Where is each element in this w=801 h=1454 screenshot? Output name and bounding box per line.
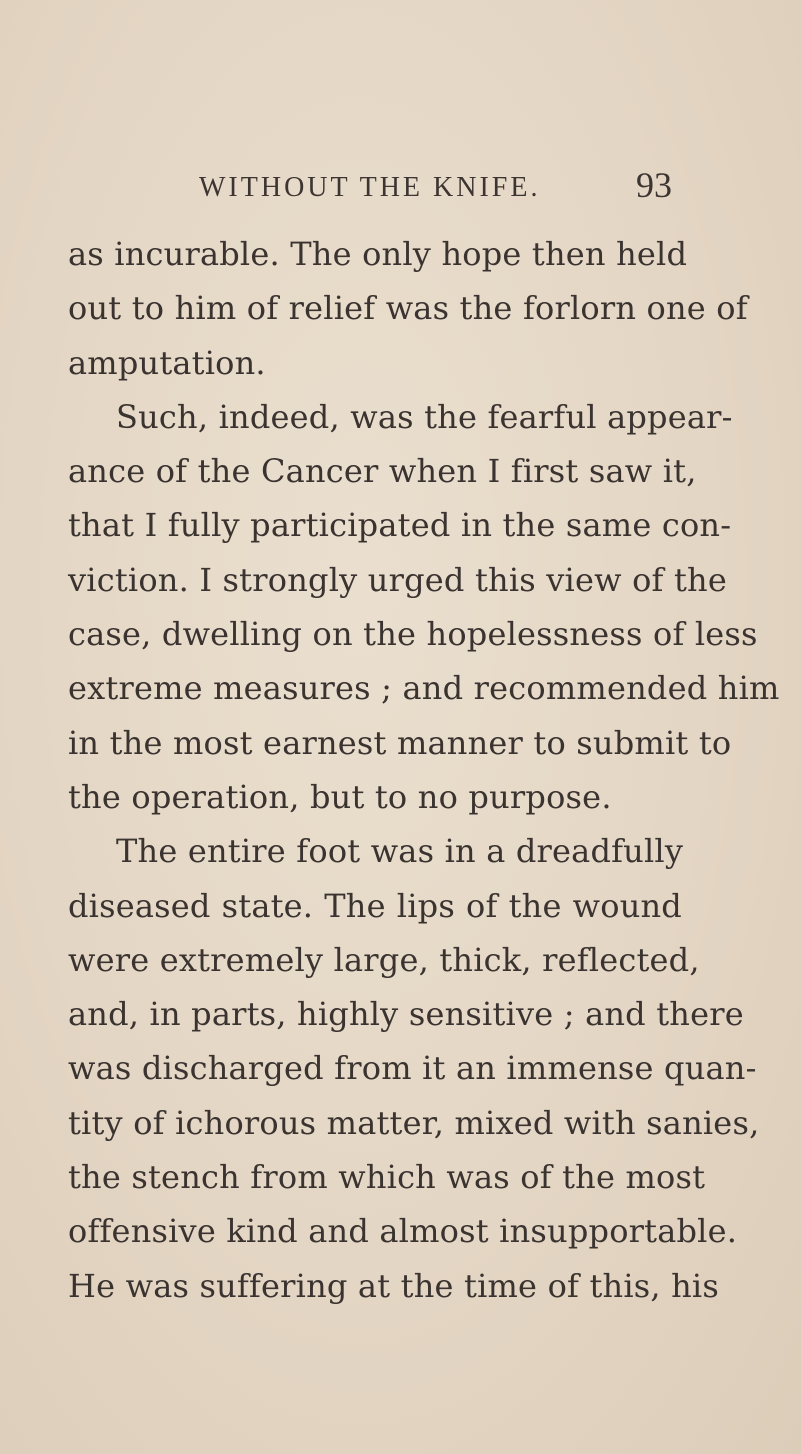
text-line: the stench from which was of the most <box>68 1158 706 1197</box>
text-line: ance of the Cancer when I first saw it, <box>68 452 697 491</box>
running-title: WITHOUT THE KNIFE. <box>199 172 541 203</box>
text-line: viction. I strongly urged this view of the <box>68 560 727 599</box>
text-line: case, dwelling on the hopelessness of less <box>68 615 758 654</box>
text-line: in the most earnest manner to submit to <box>68 723 732 762</box>
text-line: Such, indeed, was the fearful appear- <box>116 397 733 436</box>
text-line: offensive kind and almost insupportable. <box>68 1212 738 1251</box>
body-text <box>68 227 780 1313</box>
text-line: He was suffering at the time of this, his <box>68 1266 719 1305</box>
text-line: as incurable. The only hope then held <box>68 235 688 273</box>
page-number: 93 <box>636 165 672 205</box>
text-line: were extremely large, thick, reflected, <box>68 940 700 979</box>
text-line: and, in parts, highly sensitive ; and there <box>68 995 744 1034</box>
running-head <box>0 164 801 204</box>
text-line: amputation. <box>68 343 266 382</box>
text-line: extreme measures ; and recommended him <box>68 669 780 708</box>
text-line: was discharged from it an immense quan- <box>68 1049 757 1088</box>
text-line: the operation, but to no purpose. <box>68 777 612 816</box>
text-line: diseased state. The lips of the wound <box>68 886 682 925</box>
text-line: tity of ichorous matter, mixed with sanies, <box>68 1103 760 1142</box>
text-line: that I fully participated in the same con- <box>68 506 732 545</box>
text-line: The entire foot was in a dreadfully <box>116 832 684 871</box>
text-line: out to him of relief was the forlorn one of <box>68 289 748 328</box>
